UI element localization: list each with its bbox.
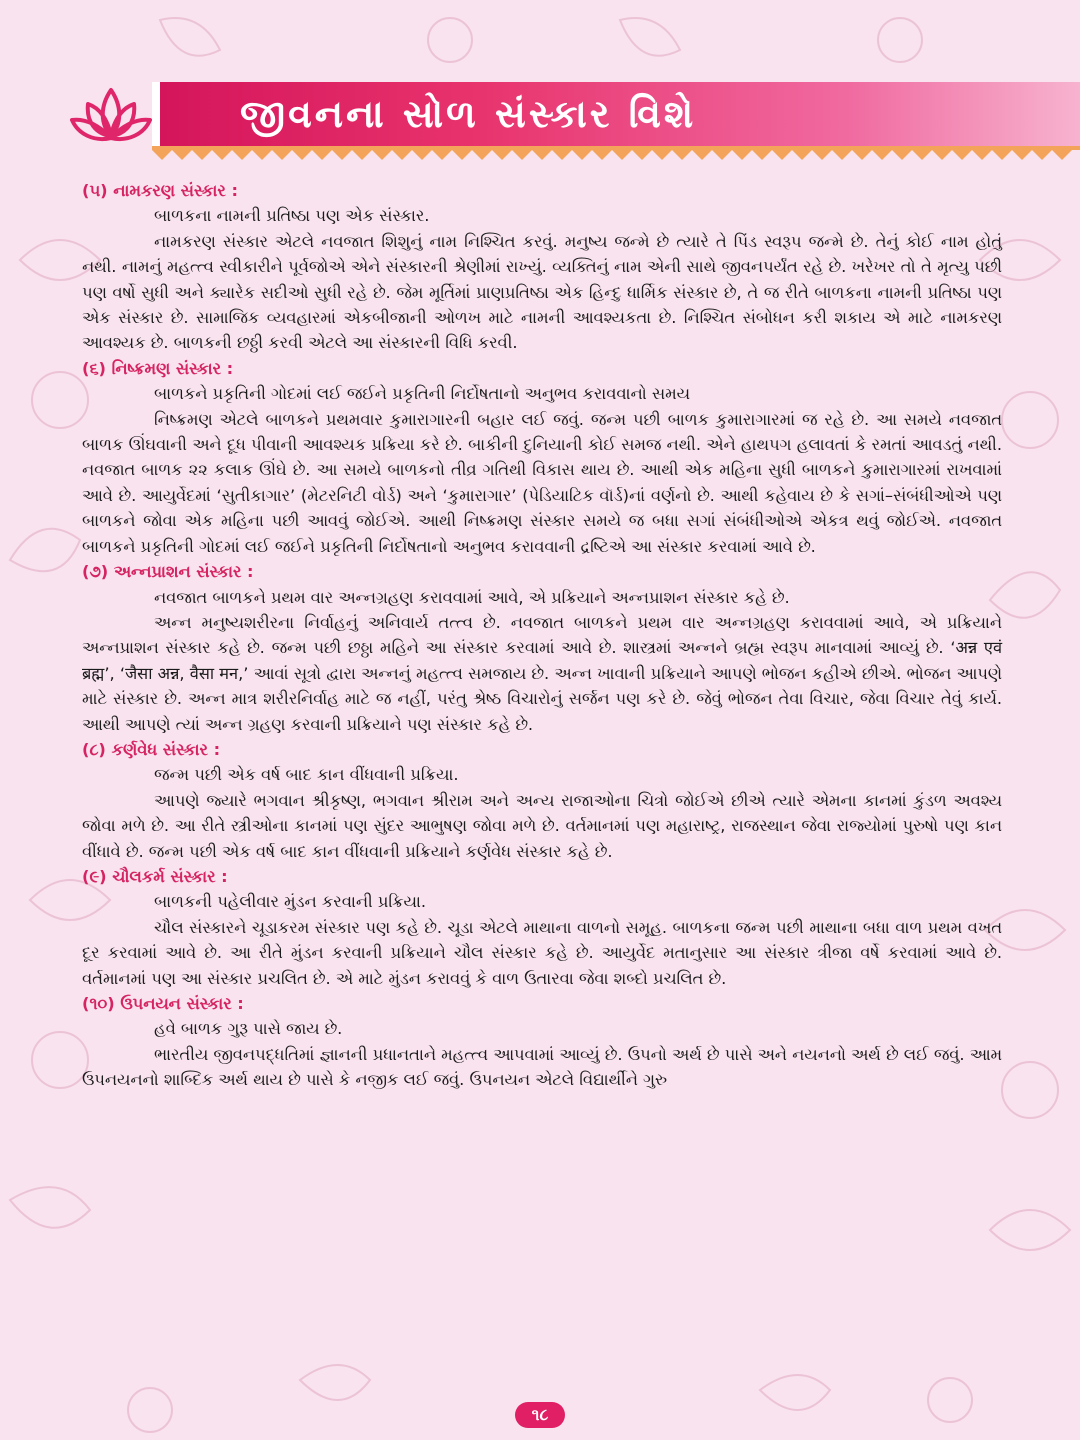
section-heading: (૬) નિષ્ક્રમણ સંસ્કાર : [82,358,234,378]
section-subtitle: બાળકને પ્રકૃતિની ગોદમાં લઈ જઈને પ્રકૃતિની નિર્દોષતાનો અનુભવ કરાવવાનો સમય [154,384,690,404]
page-number: ૧૮ [515,1402,565,1428]
section-heading: (૭) અન્નપ્રાશન સંસ્કાર : [82,562,254,582]
section-heading: (૫) નામકરણ સંસ્કાર : [82,181,238,200]
section-paragraph: ચૌલ સંસ્કારને ચૂડાકરમ સંસ્કાર પણ કહે છે. ચૂડા એટલે માથાના વાળનો સમૂહ. બાળકના જન્મ પછી માથાના બધા વાળ પ્રથમ વખત દૂર કરવામાં આવે છે. આ રીતે મુંડન કરવાની પ્રક્રિયાને ચૌલ સંસ્કાર કહે છે. આયુર્વેદ મતાનુસાર આ સંસ્કાર ત્રીજા વર્ષે કરવામાં આવે છે. વર્તમાનમાં પણ આ સંસ્કાર પ્રચલિત છે. એ માટે મુંડન કરાવવું કે વાળ ઉતારવા જેવા શબ્દો પ્રચલિત છે. [82,917,1002,988]
section-paragraph: ભારતીય જીવનપદ્ધતિમાં જ્ઞાનની પ્રધાનતાને મહત્ત્વ આપવામાં આવ્યું છે. ઉપનો અર્થ છે પાસે અને નયનનો અર્થ છે લઈ જવું. આમ ઉપનયનનો શાબ્દિક અર્થ થાય છે પાસે કે નજીક લઈ જવું. ઉપનયન એટલે વિદ્યાર્થીને ગુરુ [82,1044,1002,1090]
page-header [70,82,1080,146]
article-body [82,178,1002,1093]
section-paragraph: નામકરણ સંસ્કાર એટલે નવજાત શિશુનું નામ નિશ્ચિત કરવું. મનુષ્ય જન્મે છે ત્યારે તે પિંડ સ્વરૂપ જન્મે છે. તેનું કોઈ નામ હોતું નથી. નામનું મહત્ત્વ સ્વીકારીને પૂર્વજોએ એને સંસ્કારની શ્રેણીમાં રાખ્યું. વ્યક્તિનું નામ એની સાથે જીવનપર્યંત રહે છે. ખરેખર તો તે મૃત્યુ પછી પણ વર્ષો સુધી અને ક્યારેક સદીઓ સુધી રહે છે. જેમ મૂર્તિમાં પ્રાણપ્રતિષ્ઠા એક હિન્દુ ધાર્મિક સંસ્કાર છે, તે જ રીતે બાળકના નામની પ્રતિષ્ઠા પણ એક સંસ્કાર છે. સામાજિક વ્યવહારમાં એકબીજાની ઓળખ માટે નામની આવશ્યકતા છે. નિશ્ચિત સંબોધન કરી શકાય એ માટે નામકરણ આવશ્યક છે. બાળકની છઠ્ઠી કરવી એટલે આ સંસ્કારની વિધિ કરવી. [82,231,1002,353]
page-title: જીવનના સોળ સંસ્કાર વિશે [240,92,697,136]
section-subtitle: બાળકની પહેલીવાર મુંડન કરવાની પ્રક્રિયા. [154,892,427,912]
section-paragraph: અન્ન મનુષ્યશરીરના નિર્વાહનું અનિવાર્ય તત્ત્વ છે. નવજાત બાળકને પ્રથમ વાર અન્નગ્રહણ કરાવવામાં આવે, એ પ્રક્રિયાને અન્નપ્રાશન સંસ્કાર કહે છે. જન્મ પછી છઠ્ઠા મહિને આ સંસ્કાર કરવામાં આવે છે. શાસ્ત્રમાં અન્નને બ્રહ્મ સ્વરૂપ માનવામાં આવ્યું છે. ‘अन्न एवं ब्रह्म’, ‘जैसा अन्न, वैसा मन,’ આવાં સૂત્રો દ્વારા અન્નનું મહત્ત્વ સમજાય છે. અન્ન ખાવાની પ્રક્રિયાને આપણે ભોજન કહીએ છીએ. ભોજન આપણે માટે સંસ્કાર છે. અન્ન માત્ર શરીરનિર્વાહ માટે જ નહીં, પરંતુ શ્રેષ્ઠ વિચારોનું સર્જન પણ કરે છે. જેવું ભોજન તેવા વિચાર, જેવા વિચાર તેવું કાર્ય. આથી આપણે ત્યાં અન્ન ગ્રહણ કરવાની પ્રક્રિયાને પણ સંસ્કાર કહે છે. [82,612,1002,734]
section-heading: (૧૦) ઉપનયન સંસ્કાર : [82,994,244,1013]
section-subtitle: બાળકના નામની પ્રતિષ્ઠા પણ એક સંસ્કાર. [154,206,430,226]
section-subtitle: જન્મ પછી એક વર્ષ બાદ કાન વીંધવાની પ્રક્રિયા. [154,765,459,785]
section-heading: (૯) ચૌલકર્મ સંસ્કાર : [82,866,228,886]
lotus-icon [70,84,152,144]
section-paragraph: આપણે જ્યારે ભગવાન શ્રીકૃષ્ણ, ભગવાન શ્રીરામ અને અન્ય રાજાઓના ચિત્રો જોઈએ છીએ ત્યારે એમના કાનમાં કુંડળ અવશ્ય જોવા મળે છે. આ રીતે સ્ત્રીઓના કાનમાં પણ સુંદર આભુષણ જોવા મળે છે. વર્તમાનમાં પણ મહારાષ્ટ્ર, રાજસ્થાન જેવા રાજ્યોમાં પુરુષો પણ કાન વીંધાવે છે. જન્મ પછી એક વર્ષ બાદ કાન વીંધવાની પ્રક્રિયાને કર્ણવેધ સંસ્કાર કહે છે. [82,790,1002,861]
title-bar [152,82,1080,146]
section-subtitle: હવે બાળક ગુરૂ પાસે જાય છે. [154,1019,343,1039]
section-paragraph: નિષ્ક્રમણ એટલે બાળકને પ્રથમવાર કુમારાગારની બહાર લઈ જવું. જન્મ પછી બાળક કુમારાગારમાં જ રહે છે. આ સમયે નવજાત બાળક ઊંઘવાની અને દૂધ પીવાની આવશ્યક પ્રક્રિયા કરે છે. બાકીની દુનિયાની કોઈ સમજ નથી. એને હાથપગ હલાવતાં કે રમતાં આવડતું નથી. નવજાત બાળક ૨૨ કલાક ઊંઘે છે. આ સમયે બાળકનો તીવ્ર ગતિથી વિકાસ થાય છે. આથી એક મહિના સુધી બાળકને કુમારાગારમાં રાખવામાં આવે છે. આયુર્વેદમાં ‘સુતીકાગાર’ (મેટરનિટી વોર્ડ) અને ‘કુમારાગાર’ (પેડિયાટિક વૉર્ડ)નાં વર્ણનો છે. આથી કહેવાય છે કે સગાં–સંબંધીઓએ પણ બાળકને જોવા એક મહિના પછી આવવું જોઈએ. આથી નિષ્ક્રમણ સંસ્કાર સમયે જ બધા સગાં સંબંધીઓએ એકત્ર થવું જોઈએ. નવજાત બાળકને પ્રકૃતિની ગોદમાં લઈ જઈને પ્રકૃતિની નિર્દોષતાનો અનુભવ કરાવવાની દ્રષ્ટિએ આ સંસ્કાર કરવામાં આવે છે. [82,409,1002,556]
section-subtitle: નવજાત બાળકને પ્રથમ વાર અન્નગ્રહણ કરાવવામાં આવે, એ પ્રક્રિયાને અન્નપ્રાશન સંસ્કાર કહે છે. [154,587,790,607]
title-bar-edge [152,82,160,146]
decorative-border [152,146,1080,166]
section-heading: (૮) કર્ણવેધ સંસ્કાર : [82,739,221,759]
